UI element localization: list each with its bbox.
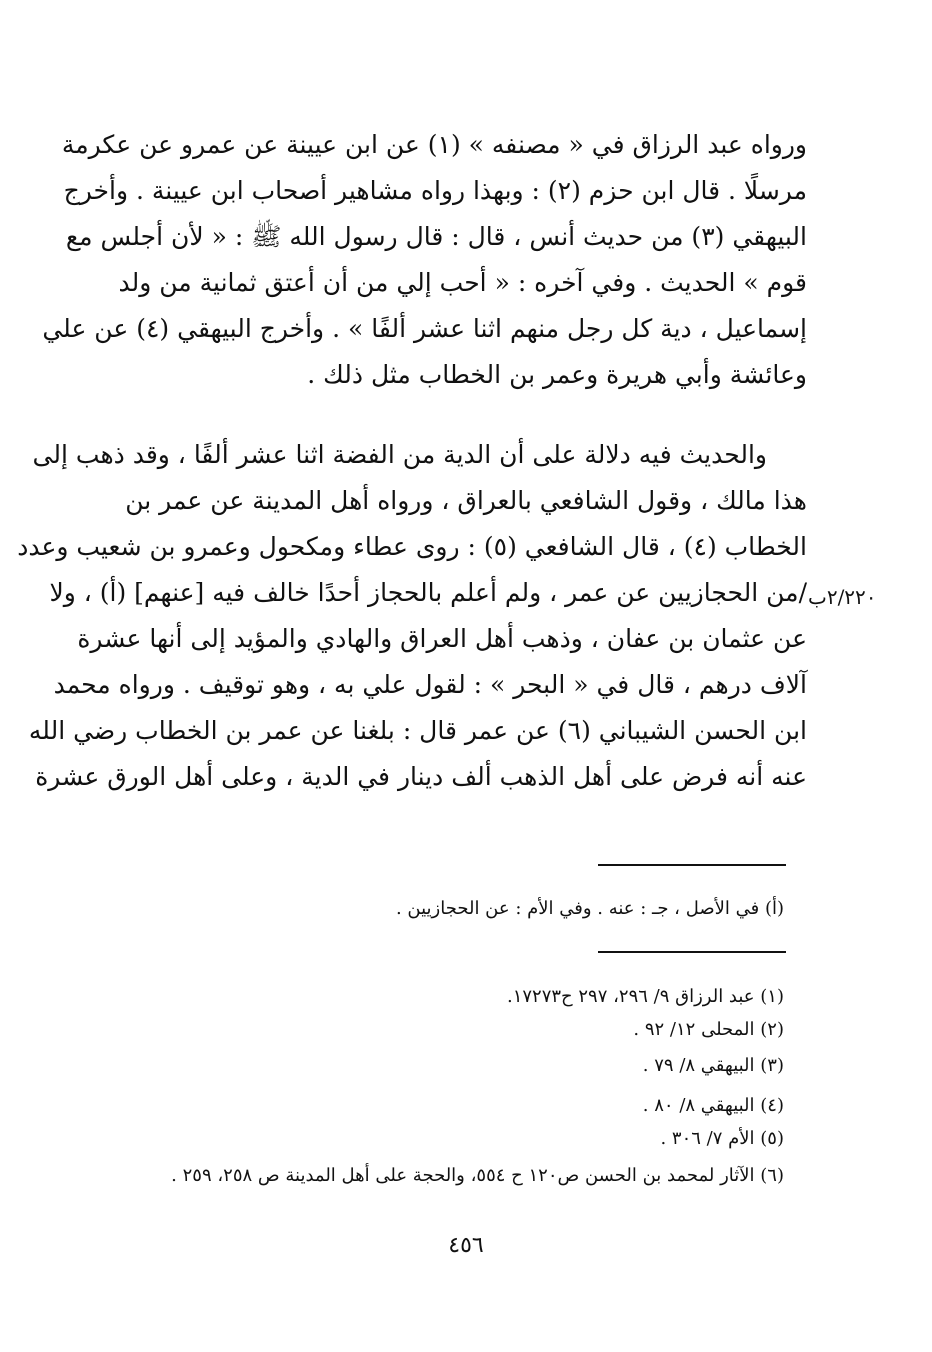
footnote-separator-rule	[598, 951, 786, 953]
text-line: والحديث فيه دلالة على أن الدية من الفضة اثنا عشر ألفًا ، وقد ذهب إلى	[32, 440, 767, 469]
footnote: (٦) الآثار لمحمد بن الحسن ص١٢٠ ح ٥٥٤، والحجة على أهل المدينة ص ٢٥٨، ٢٥٩ .	[171, 1165, 784, 1186]
text-line: ابن الحسن الشيباني (٦) عن عمر قال : بلغنا عن عمر بن الخطاب رضي الله	[28, 716, 807, 745]
text-line: مرسلًا . قال ابن حزم (٢) : وبهذا رواه مشاهير أصحاب ابن عيينة . وأخرج	[63, 176, 807, 205]
page-number: ٤٥٦	[448, 1233, 484, 1258]
text-line: وعائشة وأبي هريرة وعمر بن الخطاب مثل ذلك .	[307, 360, 807, 389]
text-line: عنه أنه فرض على أهل الذهب ألف دينار في الدية ، وعلى أهل الورق عشرة	[35, 762, 807, 791]
footnote-separator-rule	[598, 864, 786, 866]
margin-folio-reference: ٢/٢٢٠ب	[808, 585, 877, 609]
text-line: /من الحجازيين عن عمر ، ولم أعلم بالحجاز أحدًا خالف فيه [عنهم] (أ) ، ولا	[49, 578, 807, 607]
text-line: البيهقي (٣) من حديث أنس ، قال : قال رسول الله ﷺ : « لأن أجلس مع	[65, 222, 807, 251]
footnote: (١) عبد الرزاق ٩/ ٢٩٦، ٢٩٧ ح١٧٢٧٣.	[506, 986, 784, 1007]
footnote: (٣) البيهقي ٨/ ٧٩ .	[642, 1055, 784, 1076]
text-line: هذا مالك ، وقول الشافعي بالعراق ، ورواه أهل المدينة عن عمر بن	[125, 486, 807, 515]
text-line: الخطاب (٤) ، قال الشافعي (٥) : روى عطاء ومكحول وعمرو بن شعيب وعدد	[17, 532, 807, 561]
paragraph-2	[17, 432, 807, 812]
text-line: آلاف درهم ، قال في « البحر » : لقول علي به ، وهو توقيف . ورواه محمد	[53, 670, 807, 699]
footnote: (٤) البيهقي ٨/ ٨٠ .	[642, 1095, 784, 1116]
footnote: (٢) المحلى ١٢/ ٩٢ .	[633, 1019, 784, 1040]
paragraph-1	[42, 122, 807, 402]
text-line: إسماعيل ، دية كل رجل منهم اثنا عشر ألفًا » . وأخرج البيهقي (٤) عن علي	[42, 314, 807, 343]
text-line: ورواه عبد الرزاق في « مصنفه » (١) عن ابن عيينة عن عمرو عن عكرمة	[61, 130, 807, 159]
footnote: (٥) الأم ٧/ ٣٠٦ .	[660, 1128, 784, 1149]
text-line: عن عثمان بن عفان ، وذهب أهل العراق والهادي والمؤيد إلى أنها عشرة	[77, 624, 807, 653]
text-line: قوم » الحديث . وفي آخره : « أحب إلي من أن أعتق ثمانية من ولد	[118, 268, 807, 297]
variant-note: (أ) في الأصل ، جـ : عنه . وفي الأم : عن الحجازيين .	[395, 898, 784, 919]
